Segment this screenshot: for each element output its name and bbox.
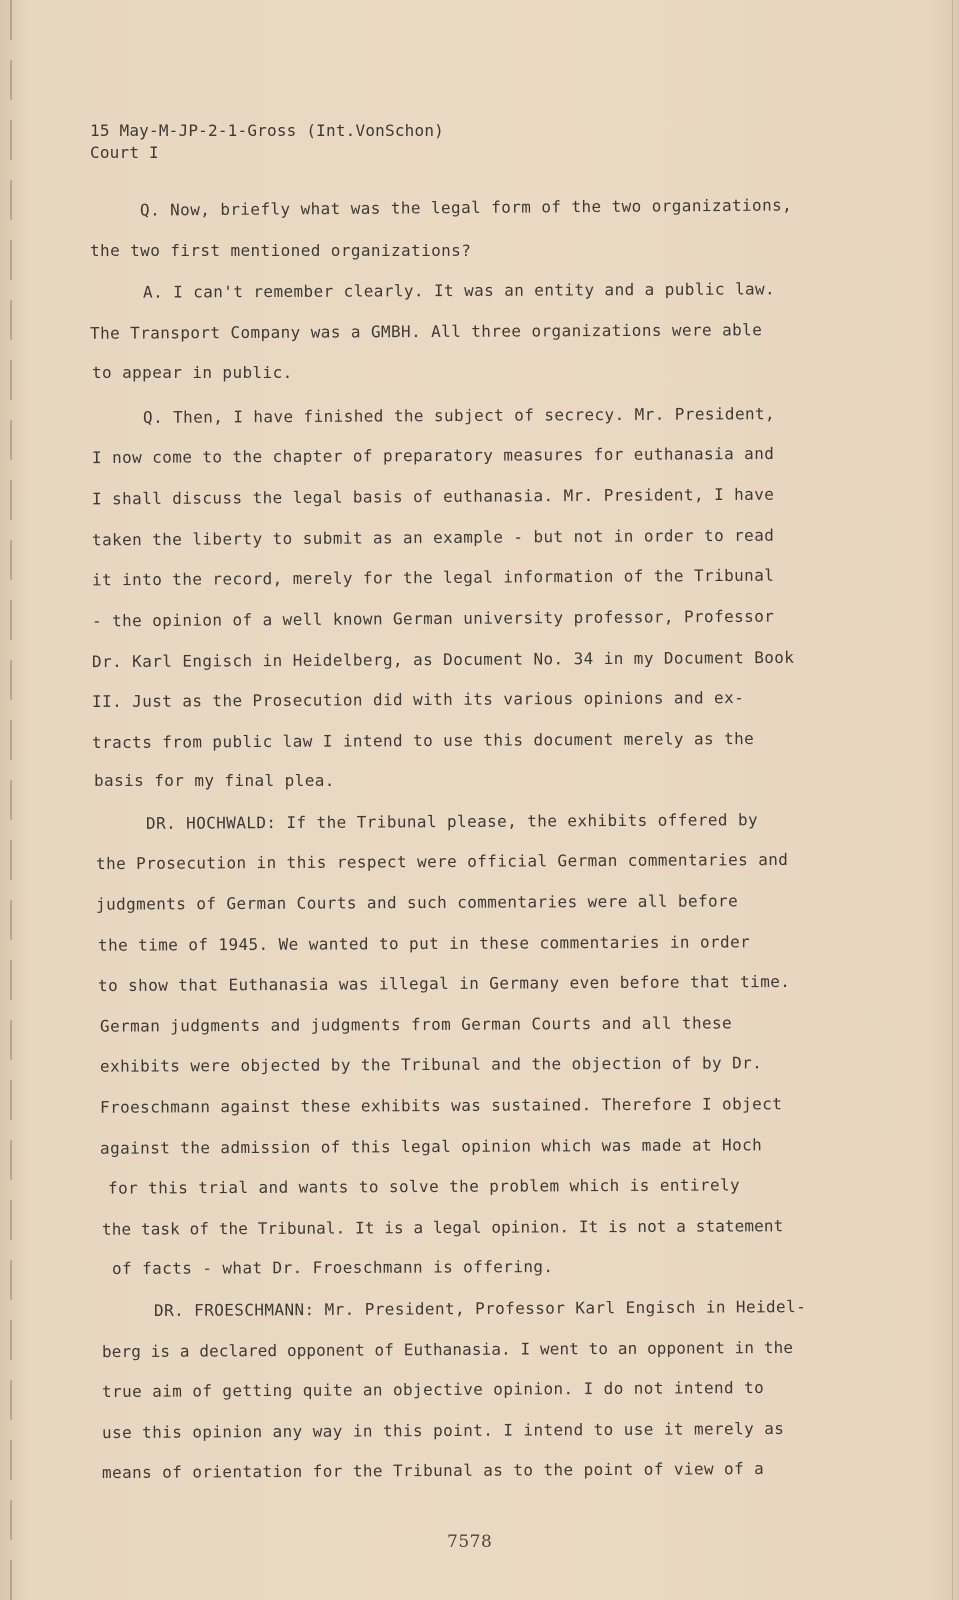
text-line: DR. HOCHWALD: If the Tribunal please, the exhibits offered by: [145, 810, 759, 833]
text-line: to show that Euthanasia was illegal in Germany even before that time.: [97, 971, 791, 996]
text-line: exhibits were objected by the Tribunal and the objection of by Dr.: [99, 1053, 763, 1076]
text-line: Q. Then, I have finished the subject of secrecy. Mr. President,: [142, 404, 776, 427]
text-line: taken the liberty to submit as an example - but not in order to read: [91, 525, 775, 550]
text-line: tracts from public law I intend to use this document merely as the: [91, 728, 755, 753]
text-line: The Transport Company was a GMBH. All three organizations were able: [89, 320, 763, 343]
text-line: the two first mentioned organizations?: [90, 241, 472, 260]
header-reference: 15 May-M-JP-2-1-Gross (Int.VonSchon): [90, 121, 444, 140]
text-line: DR. FROESCHMANN: Mr. President, Professor Karl Engisch in Heidel-: [153, 1297, 807, 1320]
document-header: [90, 120, 444, 164]
page-edge-shadow: [10, 0, 12, 1600]
text-line: the Prosecution in this respect were official German commentaries and: [95, 849, 789, 874]
text-line: true aim of getting quite an objective opinion. I do not intend to: [101, 1377, 765, 1402]
text-line: it into the record, merely for the legal information of the Tribunal: [91, 565, 775, 590]
text-line: I now come to the chapter of preparatory measures for euthanasia and: [91, 443, 775, 468]
text-line: the task of the Tribunal. It is a legal opinion. It is not a statement: [101, 1216, 784, 1239]
text-line: to appear in public.: [92, 363, 293, 382]
text-line: use this opinion any way in this point. I intend to use it merely as: [101, 1418, 785, 1443]
text-line: Dr. Karl Engisch in Heidelberg, as Document No. 34 in my Document Book: [91, 647, 795, 672]
header-court: Court I: [90, 143, 159, 162]
text-line: berg is a declared opponent of Euthanasia. I went to an opponent in the: [101, 1337, 794, 1362]
page-edge-right: [952, 0, 953, 1600]
text-line: - the opinion of a well known German university professor, Professor: [91, 606, 775, 631]
text-line: II. Just as the Prosecution did with its various opinions and ex-: [91, 688, 745, 711]
text-line: I shall discuss the legal basis of euthanasia. Mr. President, I have: [91, 484, 775, 509]
text-line: judgments of German Courts and such commentaries were all before: [95, 891, 739, 914]
page-number: 7578: [447, 1532, 493, 1552]
text-line: of facts - what Dr. Froeschmann is offering.: [111, 1257, 554, 1278]
text-line: basis for my final plea.: [94, 771, 335, 790]
text-line: against the admission of this legal opinion which was made at Hoch: [99, 1135, 763, 1158]
text-line: the time of 1945. We wanted to put in these commentaries in order: [97, 932, 751, 955]
text-line: Q. Now, briefly what was the legal form of the two organizations,: [139, 195, 793, 220]
text-line: for this trial and wants to solve the problem which is entirely: [107, 1175, 741, 1198]
text-line: A. I can't remember clearly. It was an entity and a public law.: [142, 279, 776, 302]
text-line: means of orientation for the Tribunal as to the point of view of a: [101, 1458, 765, 1483]
text-line: German judgments and judgments from German Courts and all these: [99, 1013, 733, 1036]
text-line: Froeschmann against these exhibits was sustained. Therefore I object: [99, 1094, 783, 1117]
